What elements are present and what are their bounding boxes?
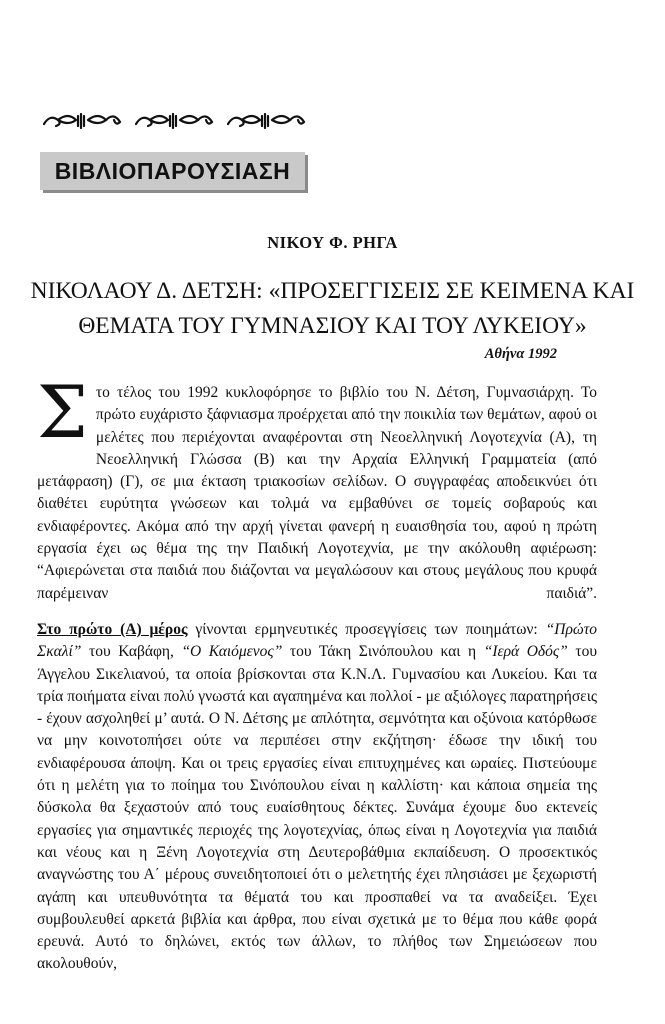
- decorative-ornament: [40, 108, 320, 132]
- poem-title-3: “Ιερά Οδός”: [483, 643, 568, 661]
- article-title: [20, 274, 645, 344]
- place-date: Αθήνα 1992: [484, 346, 557, 362]
- poem-title-1: “Πρώτο Σκαλί”: [37, 620, 597, 661]
- paragraph-2: [37, 619, 597, 976]
- section-label: [40, 152, 305, 190]
- title-line-2: ΘΕΜΑΤΑ ΤΟΥ ΓΥΜΝΑΣΙΟΥ ΚΑΙ ΤΟΥ ΛΥΚΕΙΟΥ»: [78, 313, 587, 339]
- paragraph-2-text-a: γίνονται ερμηνευτικές προσεγγίσεις των ποιημάτων:: [187, 620, 546, 638]
- drop-cap: Σ: [37, 370, 88, 454]
- paragraph-1-text: το τέλος του 1992 κυκλοφόρησε το βιβλίο του Ν. Δέτση, Γυμνασιάρχη. Το πρώτο ευχάριστο ξάφνιασμα προέρχεται από την ποικιλία των θεμάτων, αφού οι μελέτες που περιέχονται αναφέρονται στη Νεοελληνική Λογοτεχνία (Α), τη Νεοελληνική Γλώσσα (Β) και την Αρχαία Ελληνική Γραμματεία (από μετάφραση) (Γ), σε μια έκταση τριακοσίων σελίδων. Ο συγγραφέας αποδεικνύει ότι διαθέτει ευρύτητα γνώσεων και τολμά να εμβαθύνει σε τομείς σοβαρούς και ενδιαφέροντες. Ακόμα από την αρχή γίνεται φανερή η ευαισθησία του, αφού η πρώτη εργασία έχει ως θέμα της την Παιδική Λογοτεχνία, με την ακόλουθη αφιέρωση: “Αφιερώνεται στα παιδιά που διάζονται να μεγαλώσουν και στους μεγάλους που κρυφά παρέμειναν παιδιά”.: [37, 384, 597, 602]
- part-a-heading: Στο πρώτο (Α) μέρος: [37, 620, 188, 638]
- article-author: ΝΙΚΟΥ Φ. ΡΗΓΑ: [267, 233, 398, 252]
- paragraph-2-text-b: του Καβάφη,: [81, 643, 182, 661]
- paragraph-2-text-d: του Άγγελου Σικελιανού, τα οποία βρίσκονται στα Κ.Ν.Λ. Γυμνασίου και Λυκείου. Και τα τρία ποιήματα είναι πολύ γνωστά και αγαπημένα και πολλοί - με αξιόλογες παρατηρήσεις - έχουν ασχοληθεί μ’ αυτά. Ο Ν. Δέτσης με απλότητα, σεμνότητα και οξύνοια κατόρθωσε να μην κοινοτοπήσει ούτε να περιπέσει στην εκζήτηση· έδωσε την ιδική του ενδιαφέρουσα άποψη. Και οι τρεις εργασίες είναι επιτυχημένες και ωραίες. Πιστεύουμε ότι η μελέτη για το ποίημα του Σινόπουλου είναι η καλλίστη· και κάποια σημεία της δύσκολα θα ξεχαστούν από τους ευαίσθητους δέκτες. Συνάμα έχουμε δυο εκτενείς εργασίες για σημαντικές περιοχές της λογοτεχνίας, όπως είναι η Λογοτεχνία για παιδιά και νέους και η Ξένη Λογοτεχνία στη Δευτεροβάθμια εκπαίδευση. Ο προσεκτικός αναγνώστης του Α΄ μέρους συνειδητοποιεί ότι ο μελετητής έχει πλησιάσει με ξεχωριστή αγάπη και υπευθυνότητα τα θέματά του και προσπαθεί να τα αναδείξει. Έχει συμβουλευθεί αρκετά βιβλία και άρθρα, που είναι σχετικά με το θέμα που κάθε φορά ερευνά. Αυτό το δηλώνει, εκτός των άλλων, το πλήθος των Σημειώσεων που ακολουθούν,: [37, 643, 598, 973]
- title-line-1: ΝΙΚΟΛΑΟΥ Δ. ΔΕΤΣΗ: «ΠΡΟΣΕΓΓΙΣΕΙΣ ΣΕ ΚΕΙΜΕΝΑ ΚΑΙ: [30, 278, 635, 304]
- section-label-text: ΒΙΒΛΙΟΠΑΡΟΥΣΙΑΣΗ: [54, 157, 291, 184]
- paragraph-2-text-c: του Τάκη Σινόπουλου και η: [282, 643, 484, 661]
- article-body: [37, 370, 598, 976]
- paragraph-1: [37, 370, 597, 605]
- poem-title-2: “Ο Καιόμενος”: [181, 643, 283, 661]
